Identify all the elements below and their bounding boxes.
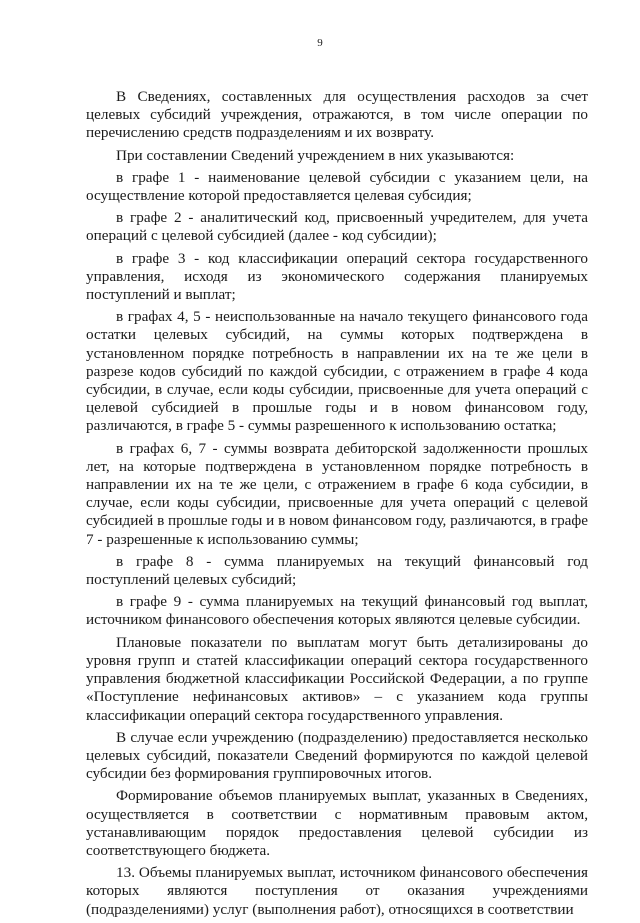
paragraph: в графе 2 - аналитический код, присвоенный учредителем, для учета операций с целевой субсидией (далее - код субсидии); — [86, 209, 588, 245]
paragraph: В случае если учреждению (подразделению) предоставляется несколько целевых субсидий, показатели Сведений формируются по каждой целевой субсидии без формирования группировочных итогов. — [86, 728, 588, 783]
paragraph: Плановые показатели по выплатам могут быть детализированы до уровня групп и статей классификации операций сектора государственного управления бюджетной классификации Российской Федерации, а по группе «Поступление нефинансовых активов» – с указанием кода группы классификации операций сектора государственного управления. — [86, 633, 588, 724]
page-number: 9 — [317, 37, 323, 49]
paragraph: В Сведениях, составленных для осуществления расходов за счет целевых субсидий учреждения, отражаются, в том числе операции по перечислению средств подразделениям и их возврату. — [86, 88, 588, 142]
paragraph: в графе 9 - сумма планируемых на текущий финансовый год выплат, источником финансового обеспечения которых являются целевые субсидии. — [86, 593, 588, 629]
paragraph: 13. Объемы планируемых выплат, источником финансового обеспечения которых являются поступления от оказания учреждениями (подразделениями) услуг (выполнения работ), относящихся в соответствии — [86, 864, 588, 918]
paragraph: в графе 8 - сумма планируемых на текущий финансовый год поступлений целевых субсидий; — [86, 552, 588, 589]
paragraph: Формирование объемов планируемых выплат, указанных в Сведениях, осуществляется в соответствии с нормативным правовым актом, устанавливающим порядок предоставления целевой субсидии из соответствующего бюджета. — [86, 787, 588, 859]
document-body — [86, 88, 588, 923]
paragraph: в графах 4, 5 - неиспользованные на начало текущего финансового года остатки целевых субсидий, на суммы которых подтверждена в установленном порядке потребность в направлении их на те же цели в разрезе кодов субсидий по каждой субсидии, с отражением в графе 4 кода субсидии, в случае, если коды субсидии, присвоенные для учета операций с целевой субсидией в прошлые годы и в новом финансовом году, различаются, в графе 5 - суммы разрешенного к использованию остатка; — [86, 308, 588, 435]
paragraph: При составлении Сведений учреждением в них указываются: — [116, 146, 515, 164]
paragraph: в графах 6, 7 - суммы возврата дебиторской задолженности прошлых лет, на которые подтверждена в установленном порядке потребность в направлении их на те же цели, с отражением в графе 6 кода субсидии, в случае, если коды субсидии, присвоенные для учета операций с целевой субсидией в прошлые годы и в новом финансовом году, различаются, в графе 7 - разрешенные к использованию суммы; — [86, 439, 588, 548]
paragraph: в графе 3 - код классификации операций сектора государственного управления, исходя из экономического содержания планируемых поступлений и выплат; — [86, 249, 588, 304]
paragraph: в графе 1 - наименование целевой субсидии с указанием цели, на осуществление которой предоставляется целевая субсидия; — [86, 168, 588, 205]
